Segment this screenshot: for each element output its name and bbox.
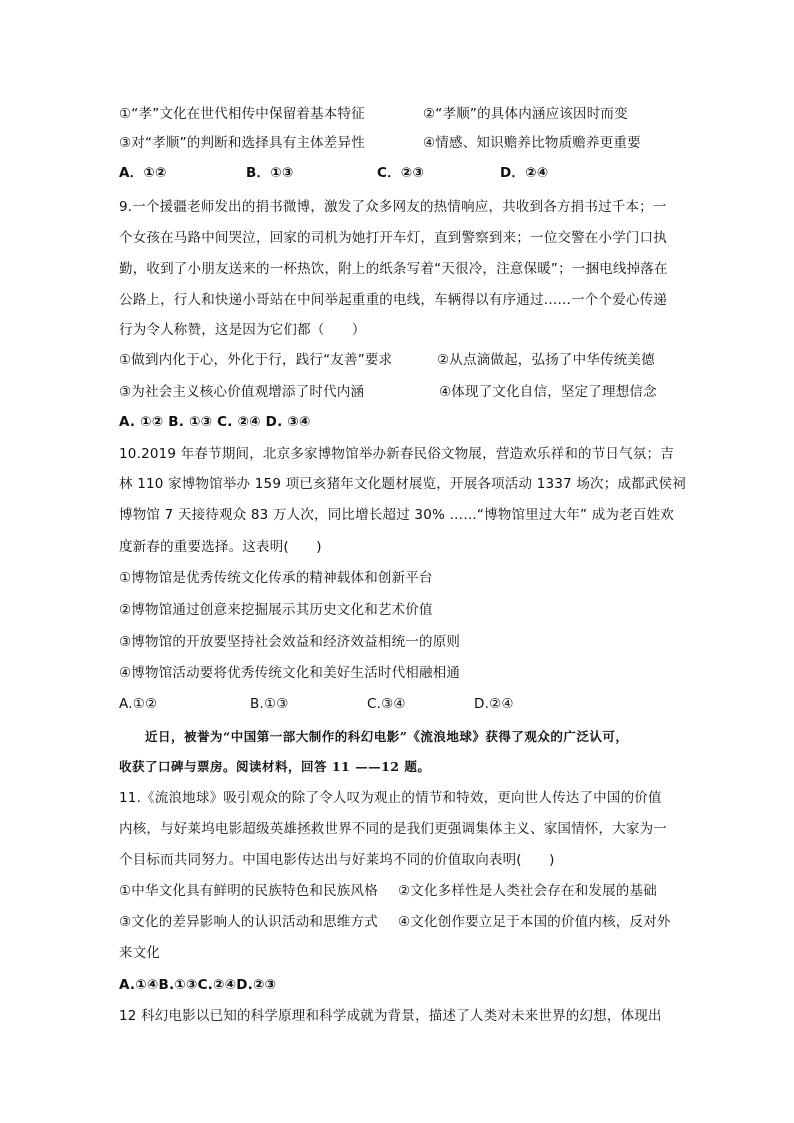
q10-choice-d: D.②④ (474, 696, 514, 712)
q11-stem-line: 内核，与好莱坞电影超级英雄拯救世界不同的是我们更强调集体主义、家国情怀，大家为一 (119, 821, 667, 837)
q10-option: ①博物馆是优秀传统文化传承的精神载体和创新平台 (119, 570, 433, 586)
q9-choices: A. ①② B. ①③ C. ②④ D. ③④ (119, 414, 311, 430)
q9-stem-line: 行为令人称赞，这是因为它们都（ ） (119, 322, 366, 338)
q10-stem-line: 林 110 家博物馆举办 159 项已亥猪年文化题材展览，开展各项活动 1337 场次；成都武侯祠 (119, 476, 686, 492)
q11-option-1: ①中华文化具有鲜明的民族特色和民族风格 (119, 883, 378, 899)
q9-stem-line: 个女孩在马路中间哭泣，回家的司机为她打开车灯，直到警察到来；一位交警在小学门口执 (119, 230, 667, 246)
q11-stem-line: 个目标而共同努力。中国电影传达出与好莱坞不同的价值取向表明( ) (119, 852, 555, 868)
q8-choice-d: D．②④ (500, 165, 549, 181)
q10-stem-line: 度新春的重要选择。这表明( ) (119, 539, 322, 555)
q9-option-4: ④体现了文化自信，坚定了理想信念 (439, 384, 657, 400)
q9-stem-line: 9.一个援疆老师发出的捐书微博，激发了众多网友的热情响应，共收到各方捐书过千本；一 (119, 199, 667, 215)
q10-choice-a: A.①② (119, 696, 158, 712)
q9-option-1: ①做到内化于心，外化于行，践行“友善”要求 (119, 352, 393, 368)
q10-choice-b: B.①③ (250, 696, 289, 712)
q8-choice-b: B．①③ (246, 165, 294, 181)
q9-option-3: ③为社会主义核心价值观增添了时代内涵 (119, 384, 365, 400)
q12-stem-line: 12 科幻电影以已知的科学原理和科学成就为背景，描述了人类对未来世界的幻想，体现出 (119, 1008, 662, 1024)
q10-choice-c: C.③④ (367, 696, 406, 712)
q8-option-2: ②“孝顺”的具体内涵应该因时而变 (423, 106, 628, 122)
q10-stem-line: 博物馆 7 天接待观众 83 万人次，同比增长超过 30% ……“博物馆里过大年” 成为老百姓欢 (119, 507, 674, 523)
q11-option-3: ③文化的差异影响人的认识活动和思维方式 (119, 914, 378, 930)
q11-option-2: ②文化多样性是人类社会存在和发展的基础 (398, 883, 657, 899)
q10-option: ②博物馆通过创意来挖掘展示其历史文化和艺术价值 (119, 602, 433, 618)
q8-option-1: ①“孝”文化在世代相传中保留着基本特征 (119, 106, 365, 122)
q8-choice-c: C．②③ (377, 165, 425, 181)
q9-stem-line: 公路上，行人和快递小哥站在中间举起重重的电线，车辆得以有序通过……一个个爱心传递 (119, 292, 667, 308)
q8-choice-a: A．①② (119, 165, 167, 181)
q10-option: ④博物馆活动要将优秀传统文化和美好生活时代相融相通 (119, 665, 461, 681)
q11-option-4-continued: 来文化 (119, 945, 161, 961)
q11-choices: A.①④B.①③C.②④D.②③ (119, 977, 277, 993)
q10-option: ③博物馆的开放要坚持社会效益和经济效益相统一的原则 (119, 634, 461, 650)
q11-option-4: ④文化创作要立足于本国的价值内核，反对外 (398, 914, 671, 930)
q10-stem-line: 10.2019 年春节期间，北京多家博物馆举办新春民俗文物展，营造欢乐祥和的节日气氛；吉 (119, 446, 674, 462)
q11-stem-line: 11.《流浪地球》吸引观众的除了令人叹为观止的情节和特效，更向世人传达了中国的价值 (119, 790, 662, 806)
q8-option-3: ③对“孝顺”的判断和选择具有主体差异性 (119, 135, 365, 151)
q9-stem-line: 勤，收到了小朋友送来的一杯热饮，附上的纸条写着“天很冷，注意保暖”；一捆电线掉落在 (119, 261, 668, 277)
material-line: 近日，被誉为“中国第一部大制作的科幻电影”《流浪地球》获得了观众的广泛认可， (145, 729, 629, 744)
q8-option-4: ④情感、知识赡养比物质赡养更重要 (423, 135, 641, 151)
material-line: 收获了口碑与票房。阅读材料，回答 11 ——12 题。 (119, 759, 431, 774)
q9-option-2: ②从点滴做起，弘扬了中华传统美德 (437, 352, 655, 368)
